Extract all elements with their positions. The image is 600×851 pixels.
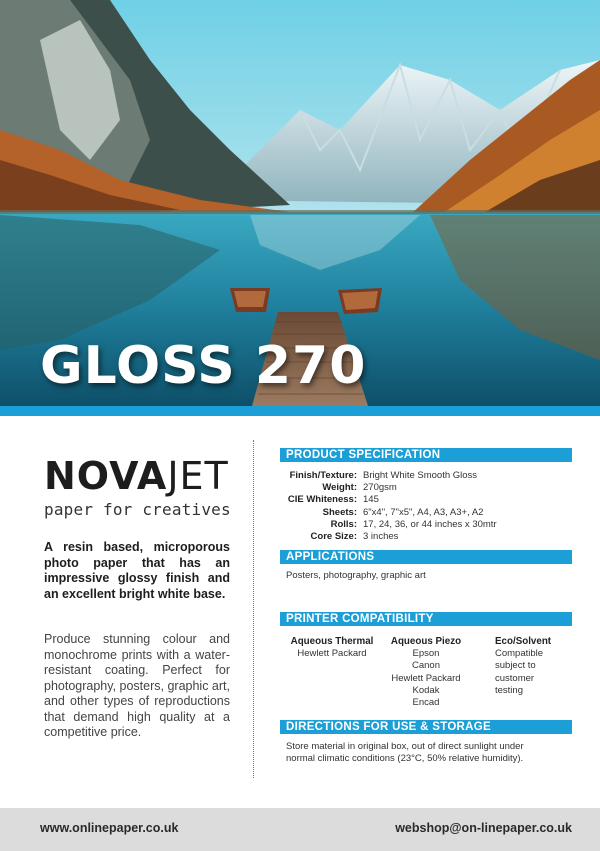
- footer: [0, 808, 600, 851]
- printer-item: subject to: [495, 660, 536, 672]
- directions-line-1: Store material in original box, out of direct sunlight under: [286, 741, 524, 752]
- product-title: GLOSS 270: [40, 336, 367, 396]
- email-link[interactable]: webshop@on-linepaper.co.uk: [395, 821, 572, 835]
- brand-logo: [44, 456, 244, 520]
- printer-col-title: Aqueous Thermal: [290, 636, 374, 647]
- logo-tagline: paper for creatives: [44, 500, 231, 519]
- spec-row: [280, 494, 572, 506]
- spec-label: Rolls:: [330, 518, 357, 530]
- spec-label: CIE Whiteness:: [287, 494, 357, 506]
- printer-item: Compatible: [495, 648, 544, 660]
- spec-value: 145: [363, 494, 379, 506]
- spec-table: [280, 470, 572, 543]
- accent-band: [0, 406, 600, 416]
- column-divider: [253, 440, 254, 778]
- hero-photo: [0, 0, 600, 406]
- spec-value: 6"x4", 7"x5", A4, A3, A3+, A2: [363, 506, 484, 518]
- spec-row: [280, 482, 572, 494]
- spec-label: Sheets:: [322, 506, 357, 518]
- printer-col-title: Eco/Solvent: [495, 636, 552, 647]
- spec-label: Finish/Texture:: [289, 470, 357, 481]
- spec-value: 17, 24, 36, or 44 inches x 30mtr: [363, 518, 497, 530]
- printer-item: Encad: [412, 697, 440, 709]
- directions-line-2: normal climatic conditions (23°C, 50% relative humidity).: [286, 753, 524, 764]
- directions-heading: DIRECTIONS FOR USE & STORAGE: [280, 720, 572, 734]
- logo-wordmark: [44, 456, 244, 496]
- spec-value: 270gsm: [363, 482, 397, 494]
- printer-item: Kodak: [412, 684, 440, 696]
- description-paragraph: Produce stunning colour and monochrome prints with a water-resistant coating. Perfect for photography, posters, graphic art, and other types of reproductions that demand high quality at a competitive price.: [44, 632, 230, 739]
- printer-compatibility-heading: PRINTER COMPATIBILITY: [280, 612, 572, 626]
- website-link[interactable]: www.onlinepaper.co.uk: [40, 821, 179, 835]
- boat-right: [338, 288, 382, 314]
- intro-paragraph: A resin based, microporous photo paper that has an impressive glossy finish and an excellent bright white base.: [44, 540, 230, 601]
- printer-col-eco-solvent: [495, 636, 571, 697]
- spec-label: Weight:: [322, 482, 357, 494]
- spec-heading: PRODUCT SPECIFICATION: [280, 448, 572, 462]
- printer-item: customer: [495, 672, 535, 684]
- printer-item: Epson: [412, 648, 440, 660]
- printer-item: testing: [495, 684, 523, 696]
- logo-part-nova: NOVA: [44, 454, 168, 498]
- applications-heading: APPLICATIONS: [280, 550, 572, 564]
- applications-text: Posters, photography, graphic art: [286, 570, 426, 581]
- printer-item: Hewlett Packard: [297, 648, 367, 660]
- spec-row: [280, 507, 572, 519]
- spec-row: [280, 519, 572, 531]
- spec-value: 3 inches: [363, 531, 399, 543]
- printer-item: Hewlett Packard: [391, 672, 461, 684]
- printer-col-title: Aqueous Piezo: [390, 636, 462, 647]
- printer-col-aqueous-thermal: [282, 636, 382, 660]
- boat-left: [230, 288, 270, 312]
- logo-part-jet: JET: [167, 454, 229, 498]
- spec-row: [280, 470, 572, 482]
- spec-value: Bright White Smooth Gloss: [363, 470, 478, 481]
- spec-label: Core Size:: [310, 531, 357, 543]
- spec-row: [280, 531, 572, 543]
- printer-item: Canon: [412, 660, 440, 672]
- printer-col-aqueous-piezo: [384, 636, 468, 709]
